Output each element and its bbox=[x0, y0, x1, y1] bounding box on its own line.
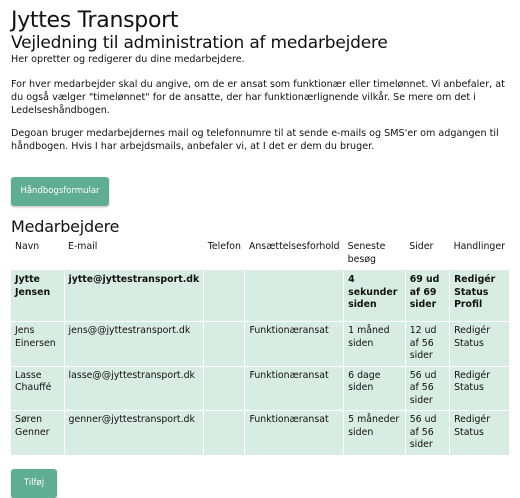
table-row bbox=[11, 366, 509, 411]
column-header-name: Navn bbox=[11, 238, 64, 271]
cell-actions bbox=[450, 271, 509, 322]
cell-phone bbox=[204, 322, 245, 367]
page-subtitle: Vejledning til administration af medarbejdere bbox=[11, 33, 388, 53]
status-link[interactable]: Status bbox=[454, 426, 484, 438]
cell-actions bbox=[450, 366, 509, 411]
app-title: Jyttes Transport bbox=[11, 8, 179, 33]
intro-text: Her opretter og redigerer du dine medarbejdere. bbox=[11, 54, 245, 65]
cell-pages: 69 ud af 69 sider bbox=[405, 271, 449, 322]
edit-link[interactable]: Redigér bbox=[454, 369, 491, 381]
column-header-last-visit: Seneste besøg bbox=[344, 238, 406, 271]
status-link[interactable]: Status bbox=[454, 337, 484, 349]
column-header-phone: Telefon bbox=[204, 238, 245, 271]
cell-last-visit: 1 måned siden bbox=[344, 322, 406, 367]
table-row bbox=[11, 322, 509, 367]
cell-email: lasse@@jyttestransport.dk bbox=[64, 366, 204, 411]
status-link[interactable]: Status bbox=[454, 382, 484, 393]
cell-phone bbox=[204, 411, 245, 456]
cell-employment: Funktionæransat bbox=[245, 322, 344, 367]
column-header-pages: Sider bbox=[405, 238, 449, 271]
cell-last-visit: 5 måneder siden bbox=[344, 411, 406, 456]
add-employee-button[interactable]: Tilføj bbox=[11, 469, 57, 498]
cell-last-visit: 6 dage siden bbox=[344, 366, 406, 411]
cell-email: jens@@jyttestransport.dk bbox=[64, 322, 204, 367]
table-header-row bbox=[11, 238, 509, 271]
cell-last-visit: 4 sekunder siden bbox=[344, 271, 406, 322]
paragraph-contact-info: Degoan bruger medarbejdernes mail og telefonnumre til at sende e-mails og SMS'er om adgangen til håndbogen. Hvis I har arbejdsmails, anbefaler vi, at I det er dem du bruger. bbox=[11, 128, 499, 152]
handbook-form-button[interactable]: Håndbogsformular bbox=[11, 177, 109, 206]
cell-employment: Funktionæransat bbox=[245, 366, 344, 411]
employees-table bbox=[11, 238, 509, 456]
table-row bbox=[11, 271, 509, 322]
column-header-employment: Ansættelsesforhold bbox=[245, 238, 344, 271]
cell-name: Lasse Chauffé bbox=[11, 366, 64, 411]
cell-actions bbox=[450, 322, 509, 367]
edit-link[interactable]: Redigér bbox=[454, 274, 496, 285]
cell-phone bbox=[204, 366, 245, 411]
profile-link[interactable]: Profil bbox=[454, 299, 483, 310]
cell-name: Jens Einersen bbox=[11, 322, 64, 367]
cell-name: Jytte Jensen bbox=[11, 271, 64, 322]
column-header-actions: Handlinger bbox=[450, 238, 509, 271]
cell-pages: 56 ud af 56 sider bbox=[405, 411, 449, 456]
edit-link[interactable]: Redigér bbox=[454, 414, 491, 425]
cell-pages: 56 ud af 56 sider bbox=[405, 366, 449, 411]
column-header-email: E-mail bbox=[64, 238, 204, 271]
cell-actions bbox=[450, 411, 509, 456]
cell-employment: Funktionæransat bbox=[245, 411, 344, 456]
table-row bbox=[11, 411, 509, 456]
status-link[interactable]: Status bbox=[454, 286, 489, 298]
cell-pages: 12 ud af 56 sider bbox=[405, 322, 449, 367]
cell-email: jytte@jyttestransport.dk bbox=[64, 271, 204, 322]
cell-name: Søren Genner bbox=[11, 411, 64, 456]
cell-email: genner@jyttestransport.dk bbox=[64, 411, 204, 456]
edit-link[interactable]: Redigér bbox=[454, 325, 491, 336]
employees-section-title: Medarbejdere bbox=[11, 217, 120, 236]
cell-employment bbox=[245, 271, 344, 322]
cell-phone bbox=[204, 271, 245, 322]
paragraph-employment-type: For hver medarbejder skal du angive, om de er ansat som funktionær eller timelønnet. Vi anbefaler, at du også vælger "timelønnet" for de ansatte, der har funktionærlignende vilkår. Se mere om det i Ledelseshåndbogen. bbox=[11, 79, 505, 116]
